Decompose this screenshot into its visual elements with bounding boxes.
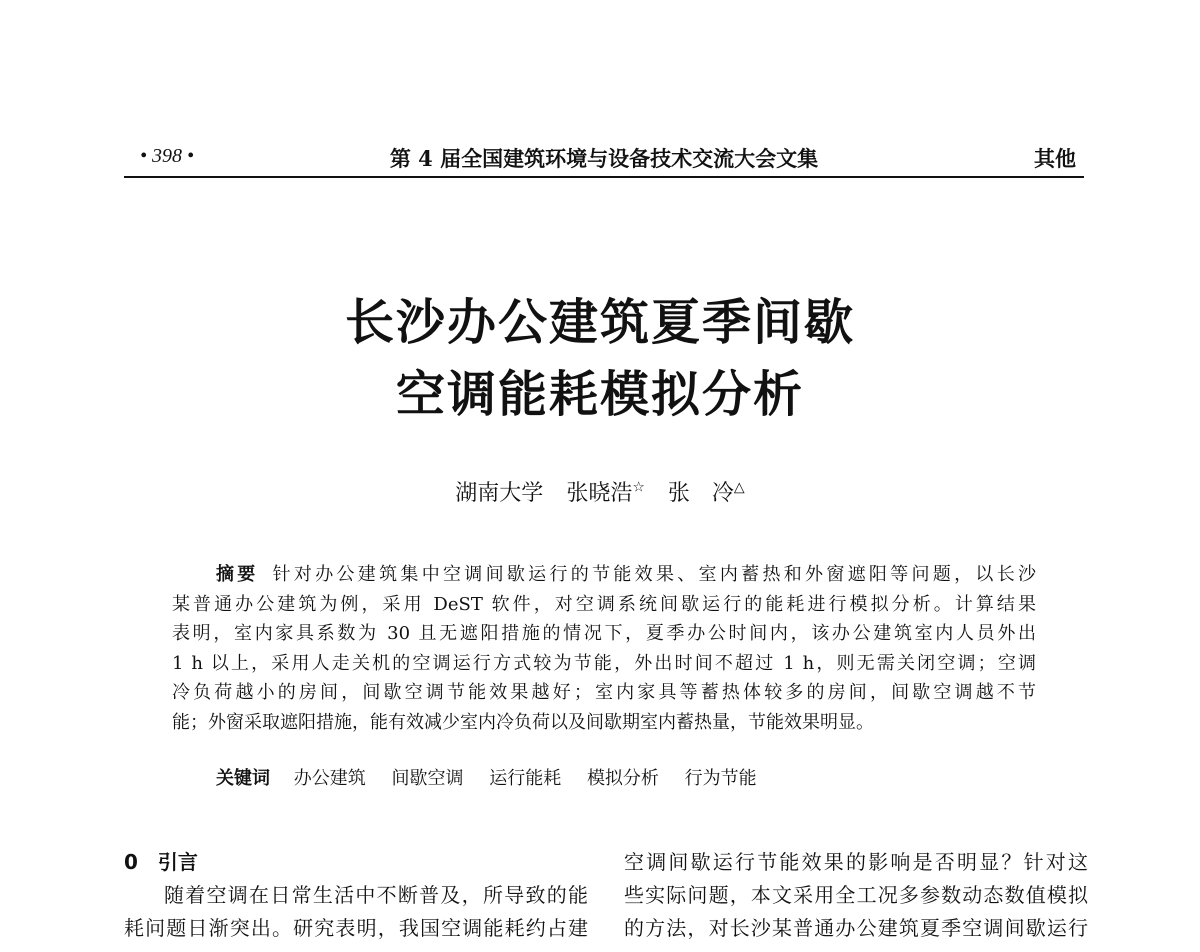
body-line: 耗问题日渐突出。研究表明，我国空调能耗约占建 xyxy=(124,916,588,940)
paper-title-line-2: 空调能耗模拟分析 xyxy=(395,365,804,423)
abstract xyxy=(172,560,1036,737)
body-column-right xyxy=(624,846,1088,945)
abstract-line: 表明，室内家具系数为 30 且无遮阳措施的情况下，夏季办公时间内，该办公建筑室内人员外出 xyxy=(172,623,1036,644)
keywords xyxy=(216,764,777,790)
abstract-line: 某普通办公建筑为例，采用 DeST 软件，对空调系统间歇运行的能耗进行模拟分析。计算结果 xyxy=(172,593,1036,615)
header-rule xyxy=(124,176,1084,178)
paper-title-line-1: 长沙办公建筑夏季间歇 xyxy=(344,293,855,351)
abstract-line: 摘要 针对办公建筑集中空调间歇运行的节能效果、室内蓄热和外窗遮阳等问题，以长沙 xyxy=(216,564,1037,585)
abstract-line: 冷负荷越小的房间，间歇空调节能效果越好；室内家具等蓄热体较多的房间，间歇空调越不节 xyxy=(172,682,1036,703)
author-2-mark: △ xyxy=(733,479,745,496)
abstract-label: 摘要 xyxy=(216,564,259,585)
journal-title: 第 4 届全国建筑环境与设备技术交流大会文集 xyxy=(389,146,819,171)
abstract-line: 1 h 以上，采用人走关机的空调运行方式较为节能，外出时间不超过 1 h，则无需关闭空调；空调 xyxy=(172,652,1036,674)
keyword: 行为节能 xyxy=(684,768,757,789)
running-header xyxy=(124,143,1084,175)
author-line xyxy=(0,476,1200,507)
author-2: 张 冷△ xyxy=(667,479,745,506)
author-1: 张晓浩☆ xyxy=(566,479,645,506)
body-line: 些实际问题，本文采用全工况多参数动态数值模拟 xyxy=(624,883,1088,907)
affiliation: 湖南大学 xyxy=(455,481,544,506)
keyword: 间歇空调 xyxy=(391,768,464,789)
body-line: 空调间歇运行节能效果的影响是否明显？针对这 xyxy=(624,850,1088,874)
keyword: 模拟分析 xyxy=(586,768,659,789)
keyword: 运行能耗 xyxy=(489,768,562,789)
body-column-left xyxy=(124,846,588,945)
keywords-label: 关键词 xyxy=(216,768,270,789)
body-line: 的方法，对长沙某普通办公建筑夏季空调间歇运行 xyxy=(624,916,1088,940)
body-line: 随着空调在日常生活中不断普及，所导致的能 xyxy=(164,883,588,907)
author-1-mark: ☆ xyxy=(632,479,645,496)
section-heading: 0 引言 xyxy=(124,850,198,874)
page-number: • 398 • xyxy=(140,145,195,167)
keyword: 办公建筑 xyxy=(293,768,366,789)
abstract-line: 能；外窗采取遮阳措施，能有效减少室内冷负荷以及间歇期室内蓄热量，节能效果明显。 xyxy=(172,711,874,733)
section-label: 其他 xyxy=(1034,146,1076,171)
